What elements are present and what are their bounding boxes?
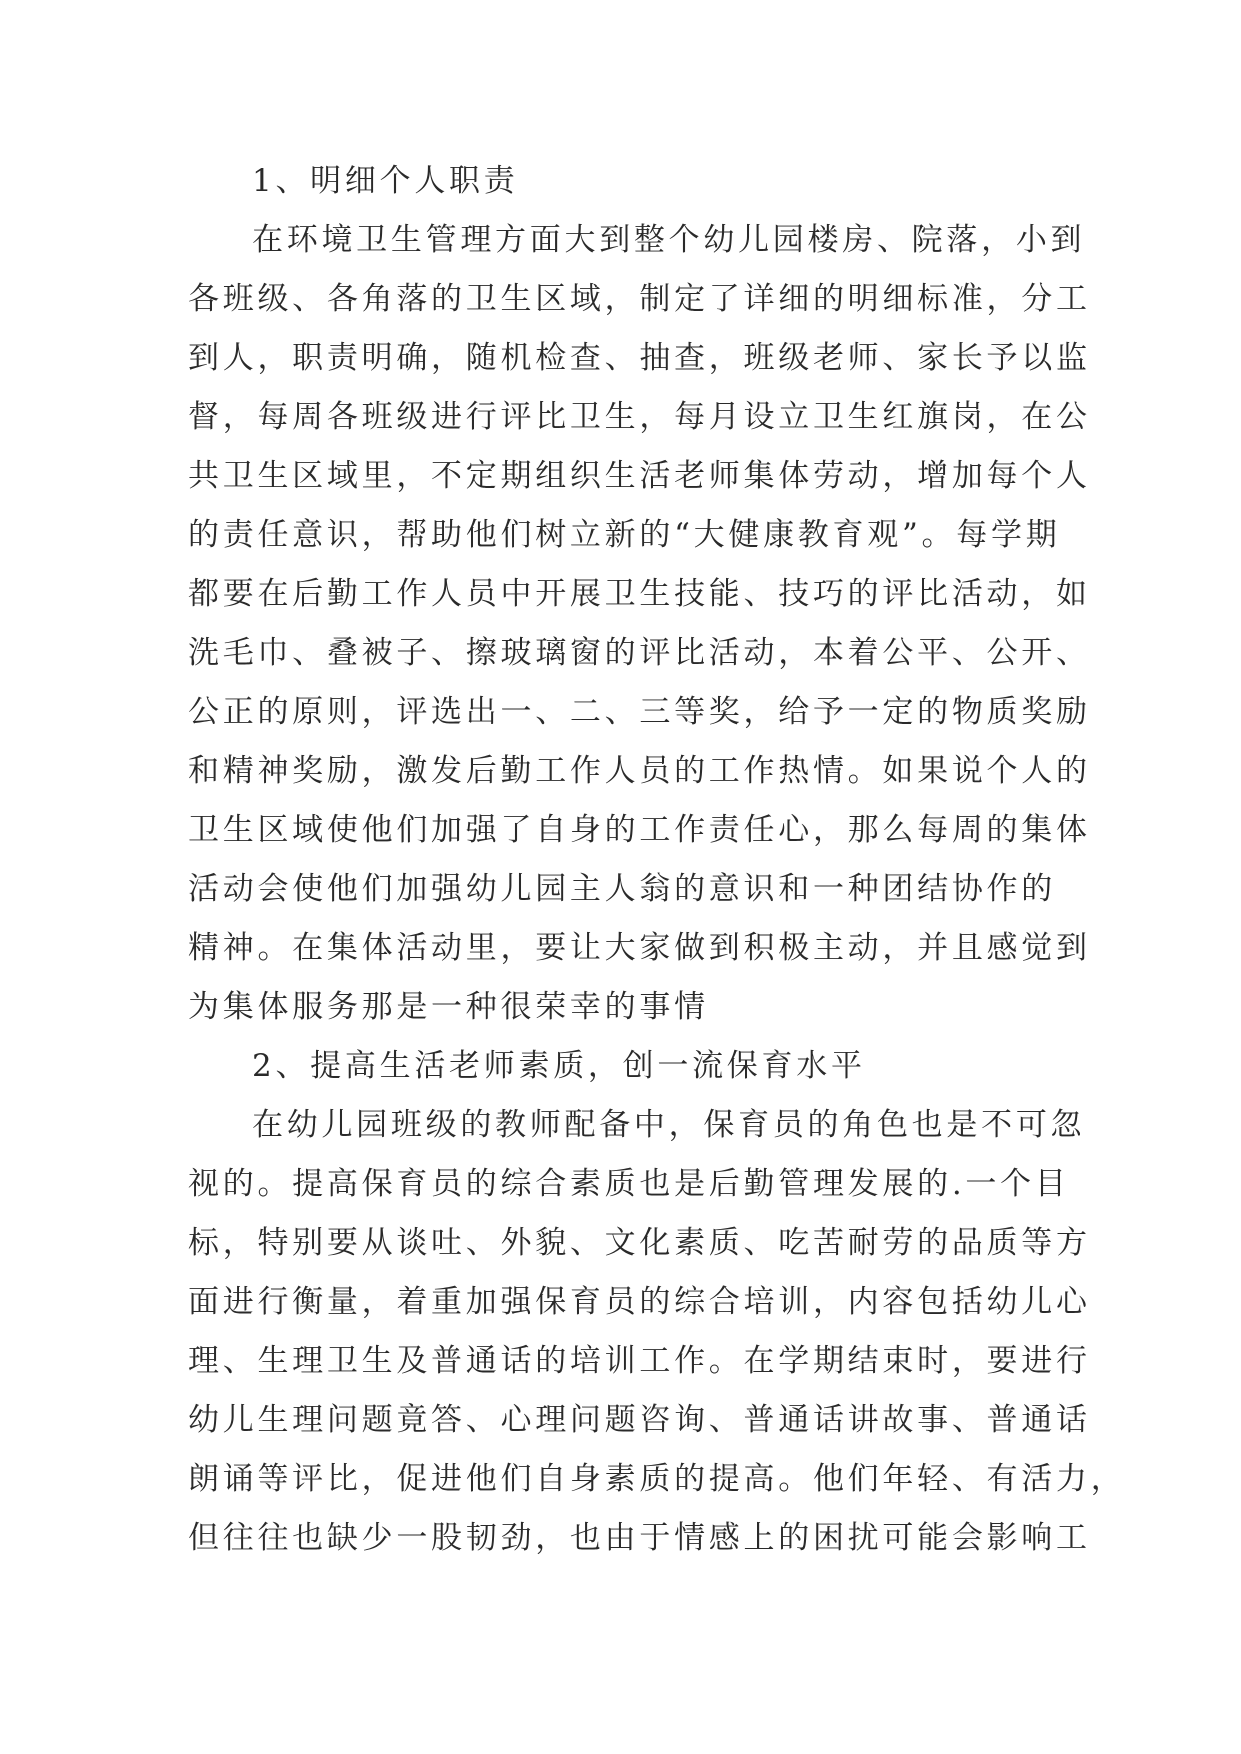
text-line: 都要在后勤工作人员中开展卫生技能、技巧的评比活动，如 (188, 576, 1091, 612)
text-line: 督，每周各班级进行评比卫生，每月设立卫生红旗岗，在公 (188, 399, 1091, 435)
section-heading-2 (188, 1037, 1068, 1096)
document-body (188, 152, 1126, 1568)
text-line: 理、生理卫生及普通话的培训工作。在学期结束时，要进行 (188, 1343, 1091, 1379)
text-line: 朗诵等评比，促进他们自身素质的提高。他们年轻、有活力， (188, 1461, 1126, 1497)
text-line: 幼儿生理问题竟答、心理问题咨询、普通话讲故事、普通话 (188, 1402, 1091, 1438)
text-line: 为集体服务那是一种很荣幸的事情 (188, 989, 709, 1025)
text-line: 标，特别要从谈吐、外貌、文化素质、吃苦耐劳的品质等方 (188, 1225, 1091, 1261)
text-line: 视的。提高保育员的综合素质也是后勤管理发展的.一个目 (188, 1166, 1070, 1202)
text-line: 的责任意识，帮助他们树立新的“大健康教育观”。每学期 (188, 517, 1061, 553)
text-line: 和精神奖励，激发后勤工作人员的工作热情。如果说个人的 (188, 753, 1091, 789)
text-line: 公正的原则，评选出一、二、三等奖，给予一定的物质奖励 (188, 694, 1091, 730)
text-line: 1、明细个人职责 (252, 163, 519, 199)
text-line: 但往往也缺少一股韧劲，也由于情感上的困扰可能会影响工 (188, 1520, 1091, 1556)
section-heading-1 (188, 152, 1068, 211)
text-line: 2、提高生活老师素质，创一流保育水平 (252, 1048, 866, 1084)
text-line: 共卫生区域里，不定期组织生活老师集体劳动，增加每个人 (188, 458, 1091, 494)
text-line: 洗毛巾、叠被子、擦玻璃窗的评比活动，本着公平、公开、 (188, 635, 1091, 671)
paragraph-2 (188, 1096, 1126, 1568)
paragraph-1 (188, 211, 1091, 1037)
text-line: 各班级、各角落的卫生区域，制定了详细的明细标准，分工 (188, 281, 1091, 317)
text-line: 到人，职责明确，随机检查、抽查，班级老师、家长予以监 (188, 340, 1091, 376)
text-line: 在环境卫生管理方面大到整个幼儿园楼房、院落，小到 (252, 222, 1086, 258)
text-line: 活动会使他们加强幼儿园主人翁的意识和一种团结协作的 (188, 871, 1056, 907)
text-line: 精神。在集体活动里，要让大家做到积极主动，并且感觉到 (188, 930, 1091, 966)
text-line: 卫生区域使他们加强了自身的工作责任心，那么每周的集体 (188, 812, 1091, 848)
text-line: 在幼儿园班级的教师配备中，保育员的角色也是不可忽 (252, 1107, 1086, 1143)
text-line: 面进行衡量，着重加强保育员的综合培训，内容包括幼儿心 (188, 1284, 1091, 1320)
